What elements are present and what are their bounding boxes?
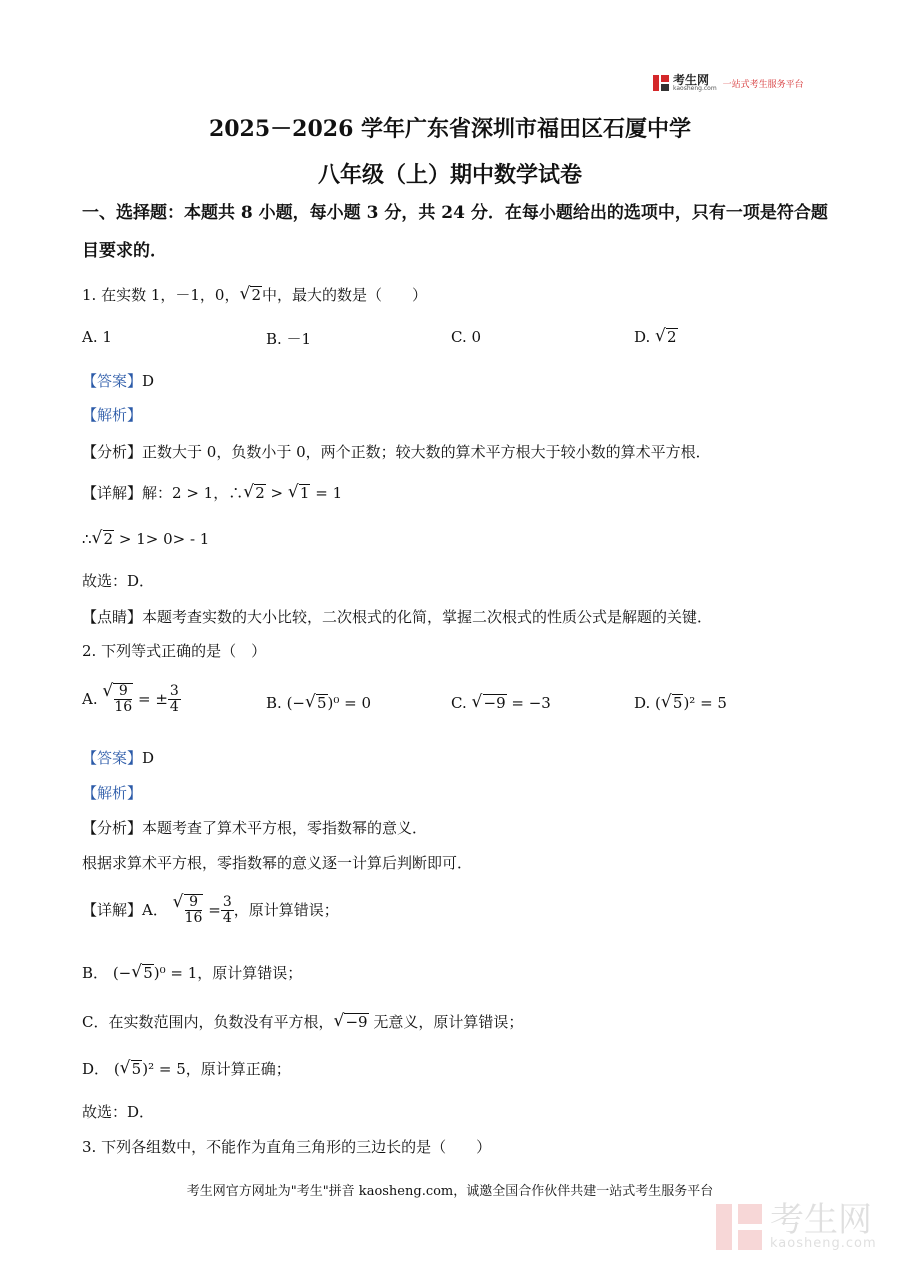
q2-analysis-tag: 【解析】 xyxy=(82,784,143,802)
q2-xiangjie-b: B． (−√ 5)⁰ = 1，原计算错误； xyxy=(82,962,302,983)
watermark-logo-icon xyxy=(716,1204,762,1250)
watermark-cn: 考生网 xyxy=(770,1200,872,1240)
watermark-en: kaosheng.com xyxy=(770,1236,877,1251)
q1-stem: 1. 在实数 1，－1，0，√ 2中，最大的数是（ ） xyxy=(82,284,427,305)
q2-option-d: D. (√ 5)² = 5 xyxy=(634,694,727,712)
logo-slogan: 一站式考生服务平台 xyxy=(722,79,804,90)
site-logo xyxy=(653,72,804,94)
logo-mark-icon xyxy=(653,75,669,91)
q2-xiangjie-c: C．在实数范围内，负数没有平方根，√ −9 无意义，原计算错误； xyxy=(82,1011,523,1032)
q2-xiangjie-d: D． (√ 5)² = 5，原计算正确； xyxy=(82,1058,291,1079)
sqrt-icon: √ 2 xyxy=(655,328,678,346)
q1-option-a: A. 1 xyxy=(82,328,112,346)
logo-domain: kaosheng.com xyxy=(673,85,717,92)
q2-option-a: A. √ $\frac{9}{16}$ = ± $\frac{3}{4}$ xyxy=(82,683,181,716)
doc-title-line1: 2025－2026 学年广东省深圳市福田区石厦中学 xyxy=(208,116,692,142)
q1-fenxi: 【分析】正数大于 0，负数小于 0，两个正数；较大数的算术平方根大于较小数的算术平方根． xyxy=(82,443,711,461)
page-footer: 考生网官方网址为"考生"拼音 kaosheng.com，诚邀全国合作伙伴共建一站式考生服务平台 xyxy=(186,1184,714,1199)
q1-option-c: C. 0 xyxy=(451,328,482,346)
q2-choose: 故选：D． xyxy=(82,1103,155,1121)
doc-title-line2: 八年级（上）期中数学试卷 xyxy=(317,162,582,188)
q2-answer: 【答案】D xyxy=(82,749,155,767)
logo-name: 考生网 xyxy=(673,73,710,87)
sqrt-icon: √ 2 xyxy=(239,286,262,304)
q1-xiangjie: 【详解】解：2 > 1，∴√ 2 > √ 1 = 1 xyxy=(82,482,342,503)
q2-option-b: B. (−√ 5)⁰ = 0 xyxy=(266,694,371,712)
q2-xiangjie-a: 【详解】A． √ $\frac{9}{16}$ = $\frac{3}{4}$ ，原计算错误； xyxy=(82,894,339,927)
q2-option-c: C. √ −9 = −3 xyxy=(451,694,551,712)
q1-answer: 【答案】D xyxy=(82,372,155,390)
q1-analysis-tag: 【解析】 xyxy=(82,406,143,424)
q1-choose: 故选：D． xyxy=(82,572,155,590)
q2-fenxi: 【分析】本题考查了算术平方根，零指数幂的意义． xyxy=(82,819,428,837)
q2-method: 根据求算术平方根，零指数幂的意义逐一计算后判断即可． xyxy=(82,854,473,872)
q2-stem: 2. 下列等式正确的是（ ） xyxy=(82,642,267,660)
q1-option-b: B. －1 xyxy=(266,330,312,348)
q3-stem: 3. 下列各组数中，不能作为直角三角形的三边长的是（ ） xyxy=(82,1138,492,1156)
watermark xyxy=(716,1200,877,1251)
section-heading: 一、选择题：本题共 8 小题，每小题 3 分，共 24 分．在每小题给出的选项中，只有一项是符合题目要求的． xyxy=(82,203,828,261)
q1-conclusion: ∴√ 2 > 1> 0> - 1 xyxy=(82,530,209,548)
q1-option-d: D. √ 2 xyxy=(634,328,678,346)
q1-dianjing: 【点睛】本题考查实数的大小比较，二次根式的化简，掌握二次根式的性质公式是解题的关键． xyxy=(82,608,713,626)
